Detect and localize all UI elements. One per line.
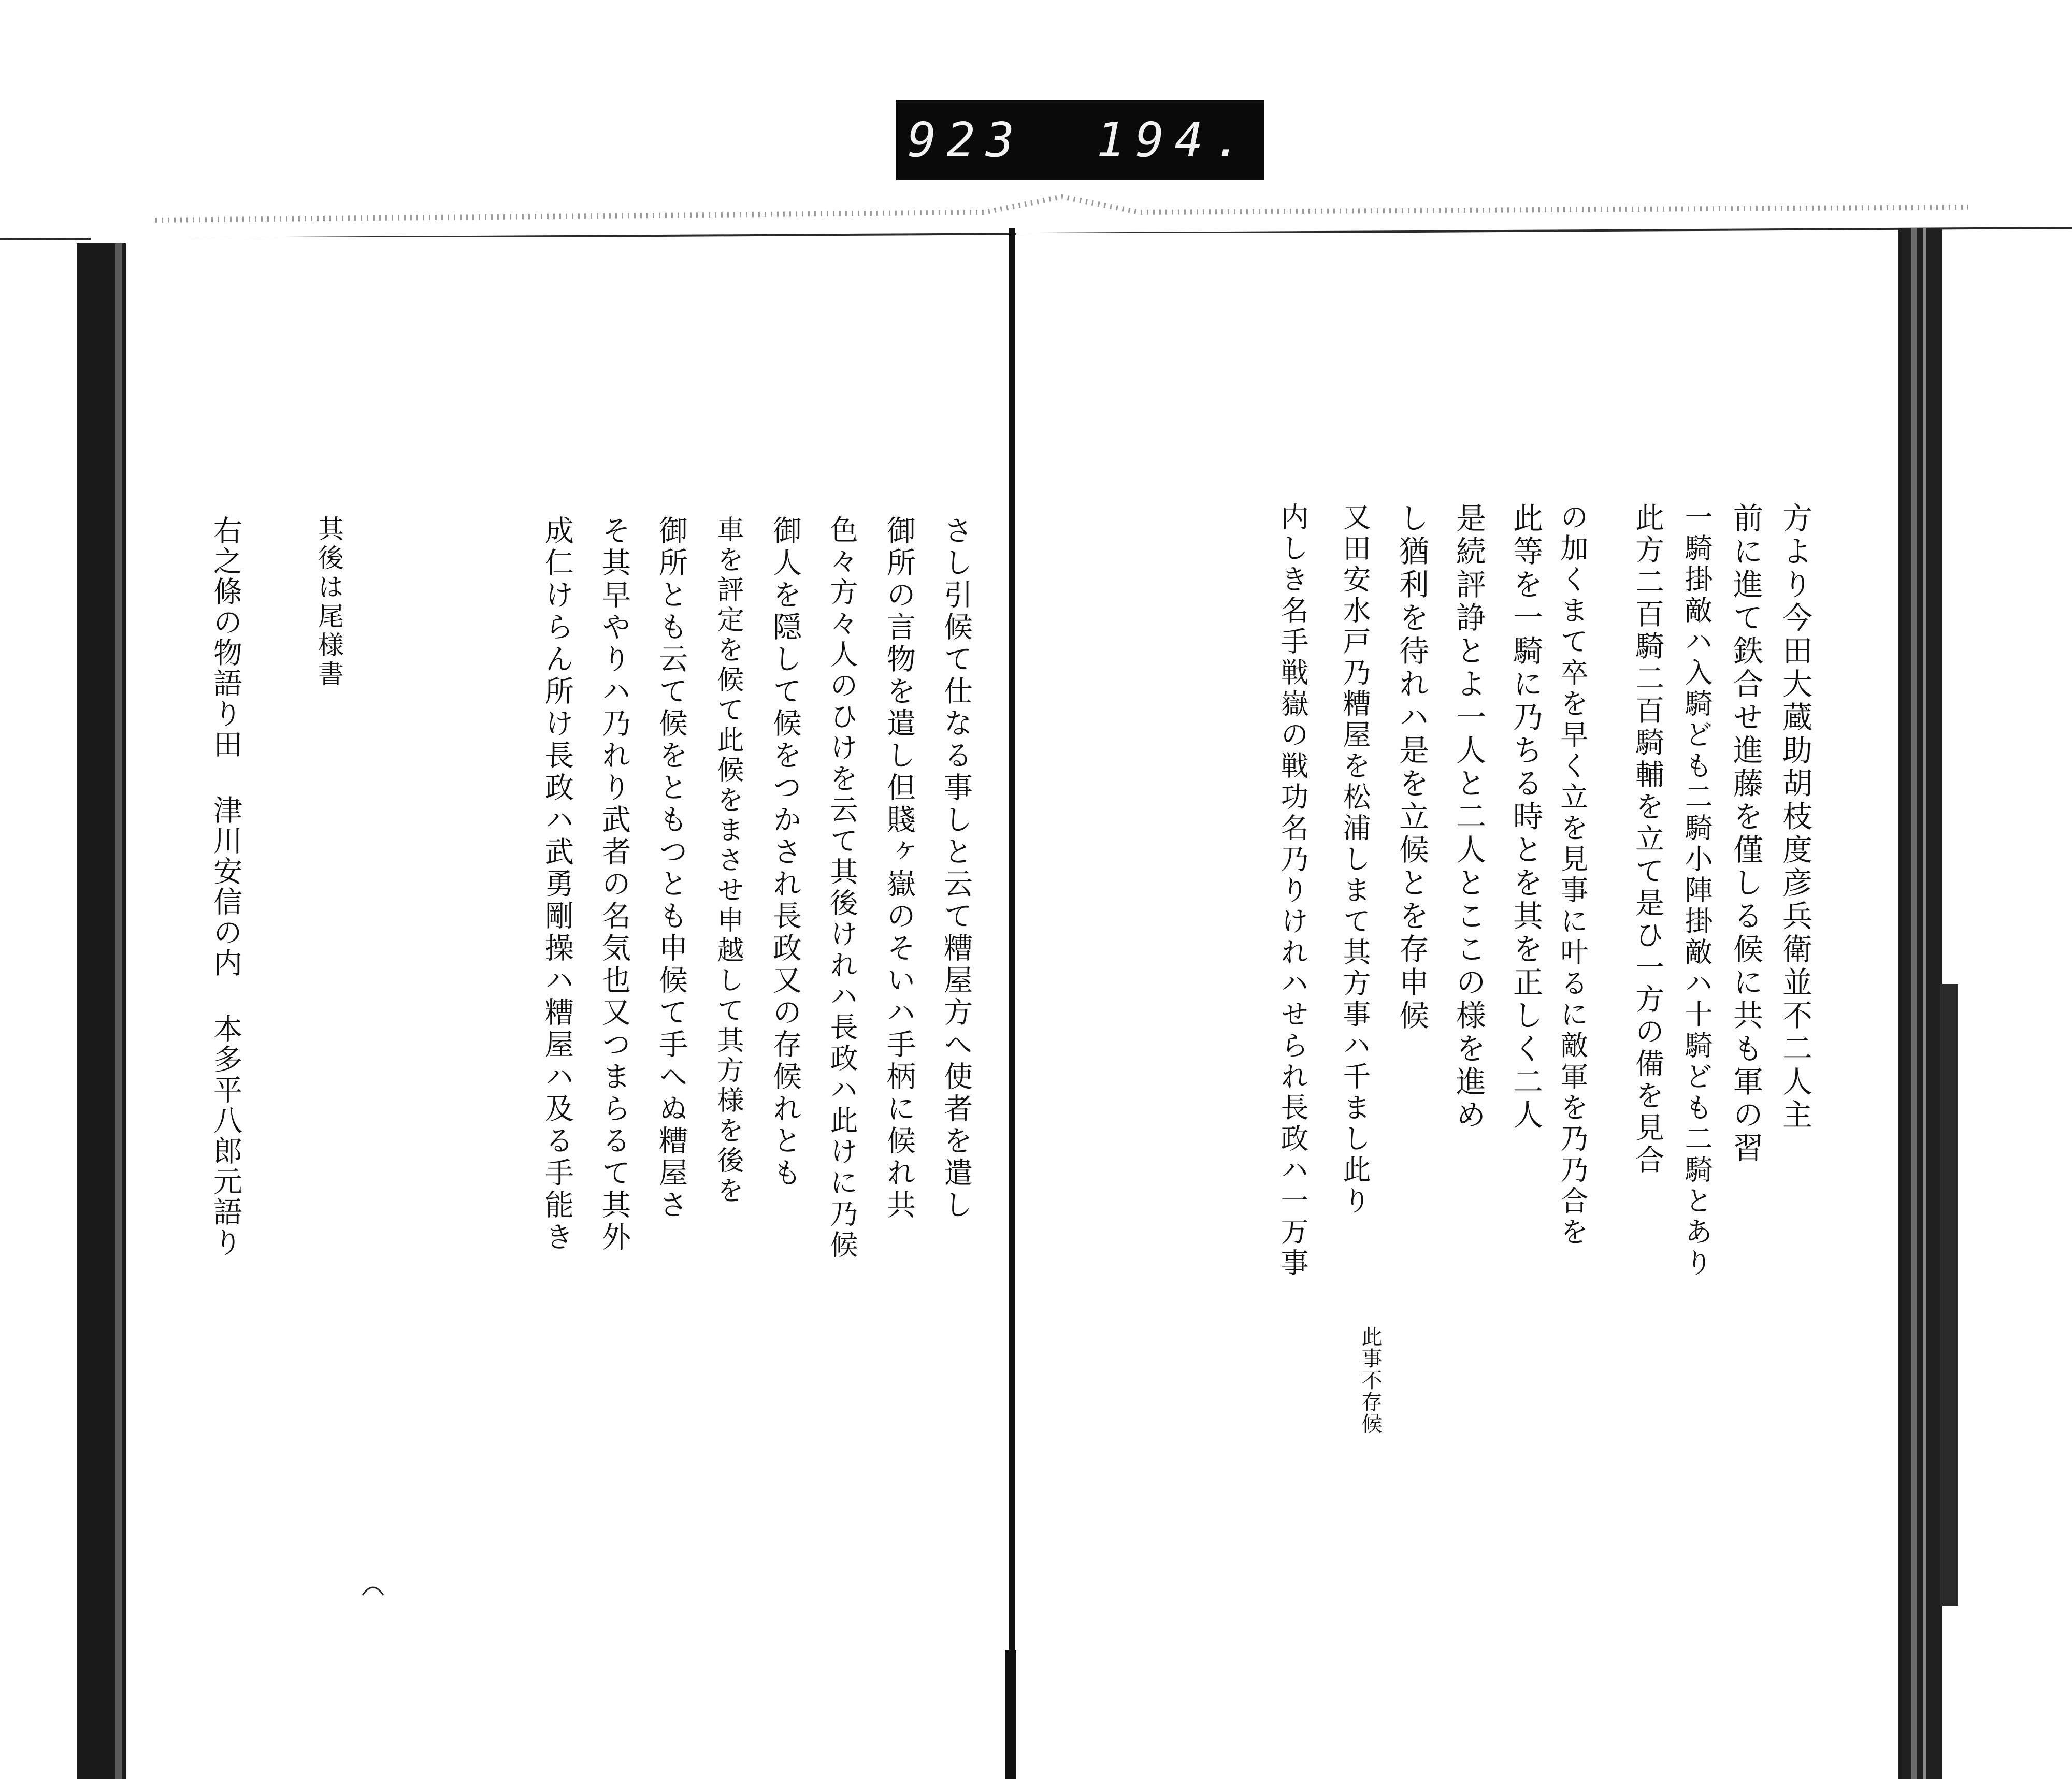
left-col-8: 成仁けらん所け長政ハ武勇剛操ハ糟屋ハ及る手能き xyxy=(540,515,574,1254)
right-cover-edge xyxy=(1898,228,1942,1779)
right-col-4: 此方二百騎二百騎輔を立て是ひ一方の備を見合 xyxy=(1631,502,1664,1177)
left-col-2: 御所の言物を遣し但賤ヶ嶽のそいハ手柄に候れ共 xyxy=(882,515,916,1222)
right-cover-band xyxy=(1940,984,1958,1606)
left-col-7: そ其早やりハ乃れり武者の名気也又つまらるて其外 xyxy=(597,515,631,1254)
right-cover-stripe-1 xyxy=(1911,228,1917,1779)
left-col-5: 車を評定を候て此候をまさせ申越して其方様を後を xyxy=(712,515,743,1206)
label-left-number: 923 xyxy=(908,112,1025,168)
left-col-4: 御人を隠して候をつかされ長政又の存候れとも xyxy=(768,515,802,1190)
right-col-5: の加くまて卒を早く立を見事に叶るに敵軍を乃乃合を xyxy=(1556,502,1589,1248)
label-right-number: 194. xyxy=(1096,112,1253,168)
left-cover-highlight xyxy=(115,243,122,1779)
right-col-9: 又田安水戸乃糟屋を松浦しまて其方事ハ千まし此り xyxy=(1339,502,1371,1217)
right-col-10: 内しき名手戦嶽の戦功名乃りけれハせられ長政ハ一万事 xyxy=(1276,502,1309,1279)
right-col-1: 方より今田大蔵助胡枝度彦兵衛並不二人主 xyxy=(1777,502,1812,1132)
right-col-7: 是続評諍とよ一人と二人とここの様を進め xyxy=(1451,502,1486,1132)
gutter-line xyxy=(1009,228,1015,1779)
left-col-3: 色々方々人のひけを云て其後けれハ長政ハ此けに乃候 xyxy=(826,515,858,1261)
right-col-2: 前に進て鉄合せ進藤を僅しる候に共も軍の習 xyxy=(1728,502,1763,1165)
right-cover-stripe-2 xyxy=(1923,228,1926,1779)
left-signature: 右之條の物語り田 津川安信の内 本多平八郎元語り xyxy=(209,515,242,1258)
right-col-6: 此等を一騎に乃ちる時とを其を正しく二人 xyxy=(1508,502,1543,1132)
right-col-8: し猶利を待れハ是を立候とを存申候 xyxy=(1394,502,1429,1033)
right-col-3: 一騎掛敵ハ入騎ども二騎小陣掛敵ハ十騎ども二騎とあり xyxy=(1680,502,1713,1279)
left-col-9: 其後は尾様書 xyxy=(314,515,344,689)
left-col-1: さし引候て仕なる事しと云て糟屋方へ使者を遣し xyxy=(939,515,973,1222)
catalogue-label xyxy=(896,100,1264,180)
left-col-6: 御所とも云て候をともつとも申候て手へぬ糟屋さ xyxy=(654,515,688,1222)
right-col-note: 此事不存候 xyxy=(1358,1326,1382,1435)
